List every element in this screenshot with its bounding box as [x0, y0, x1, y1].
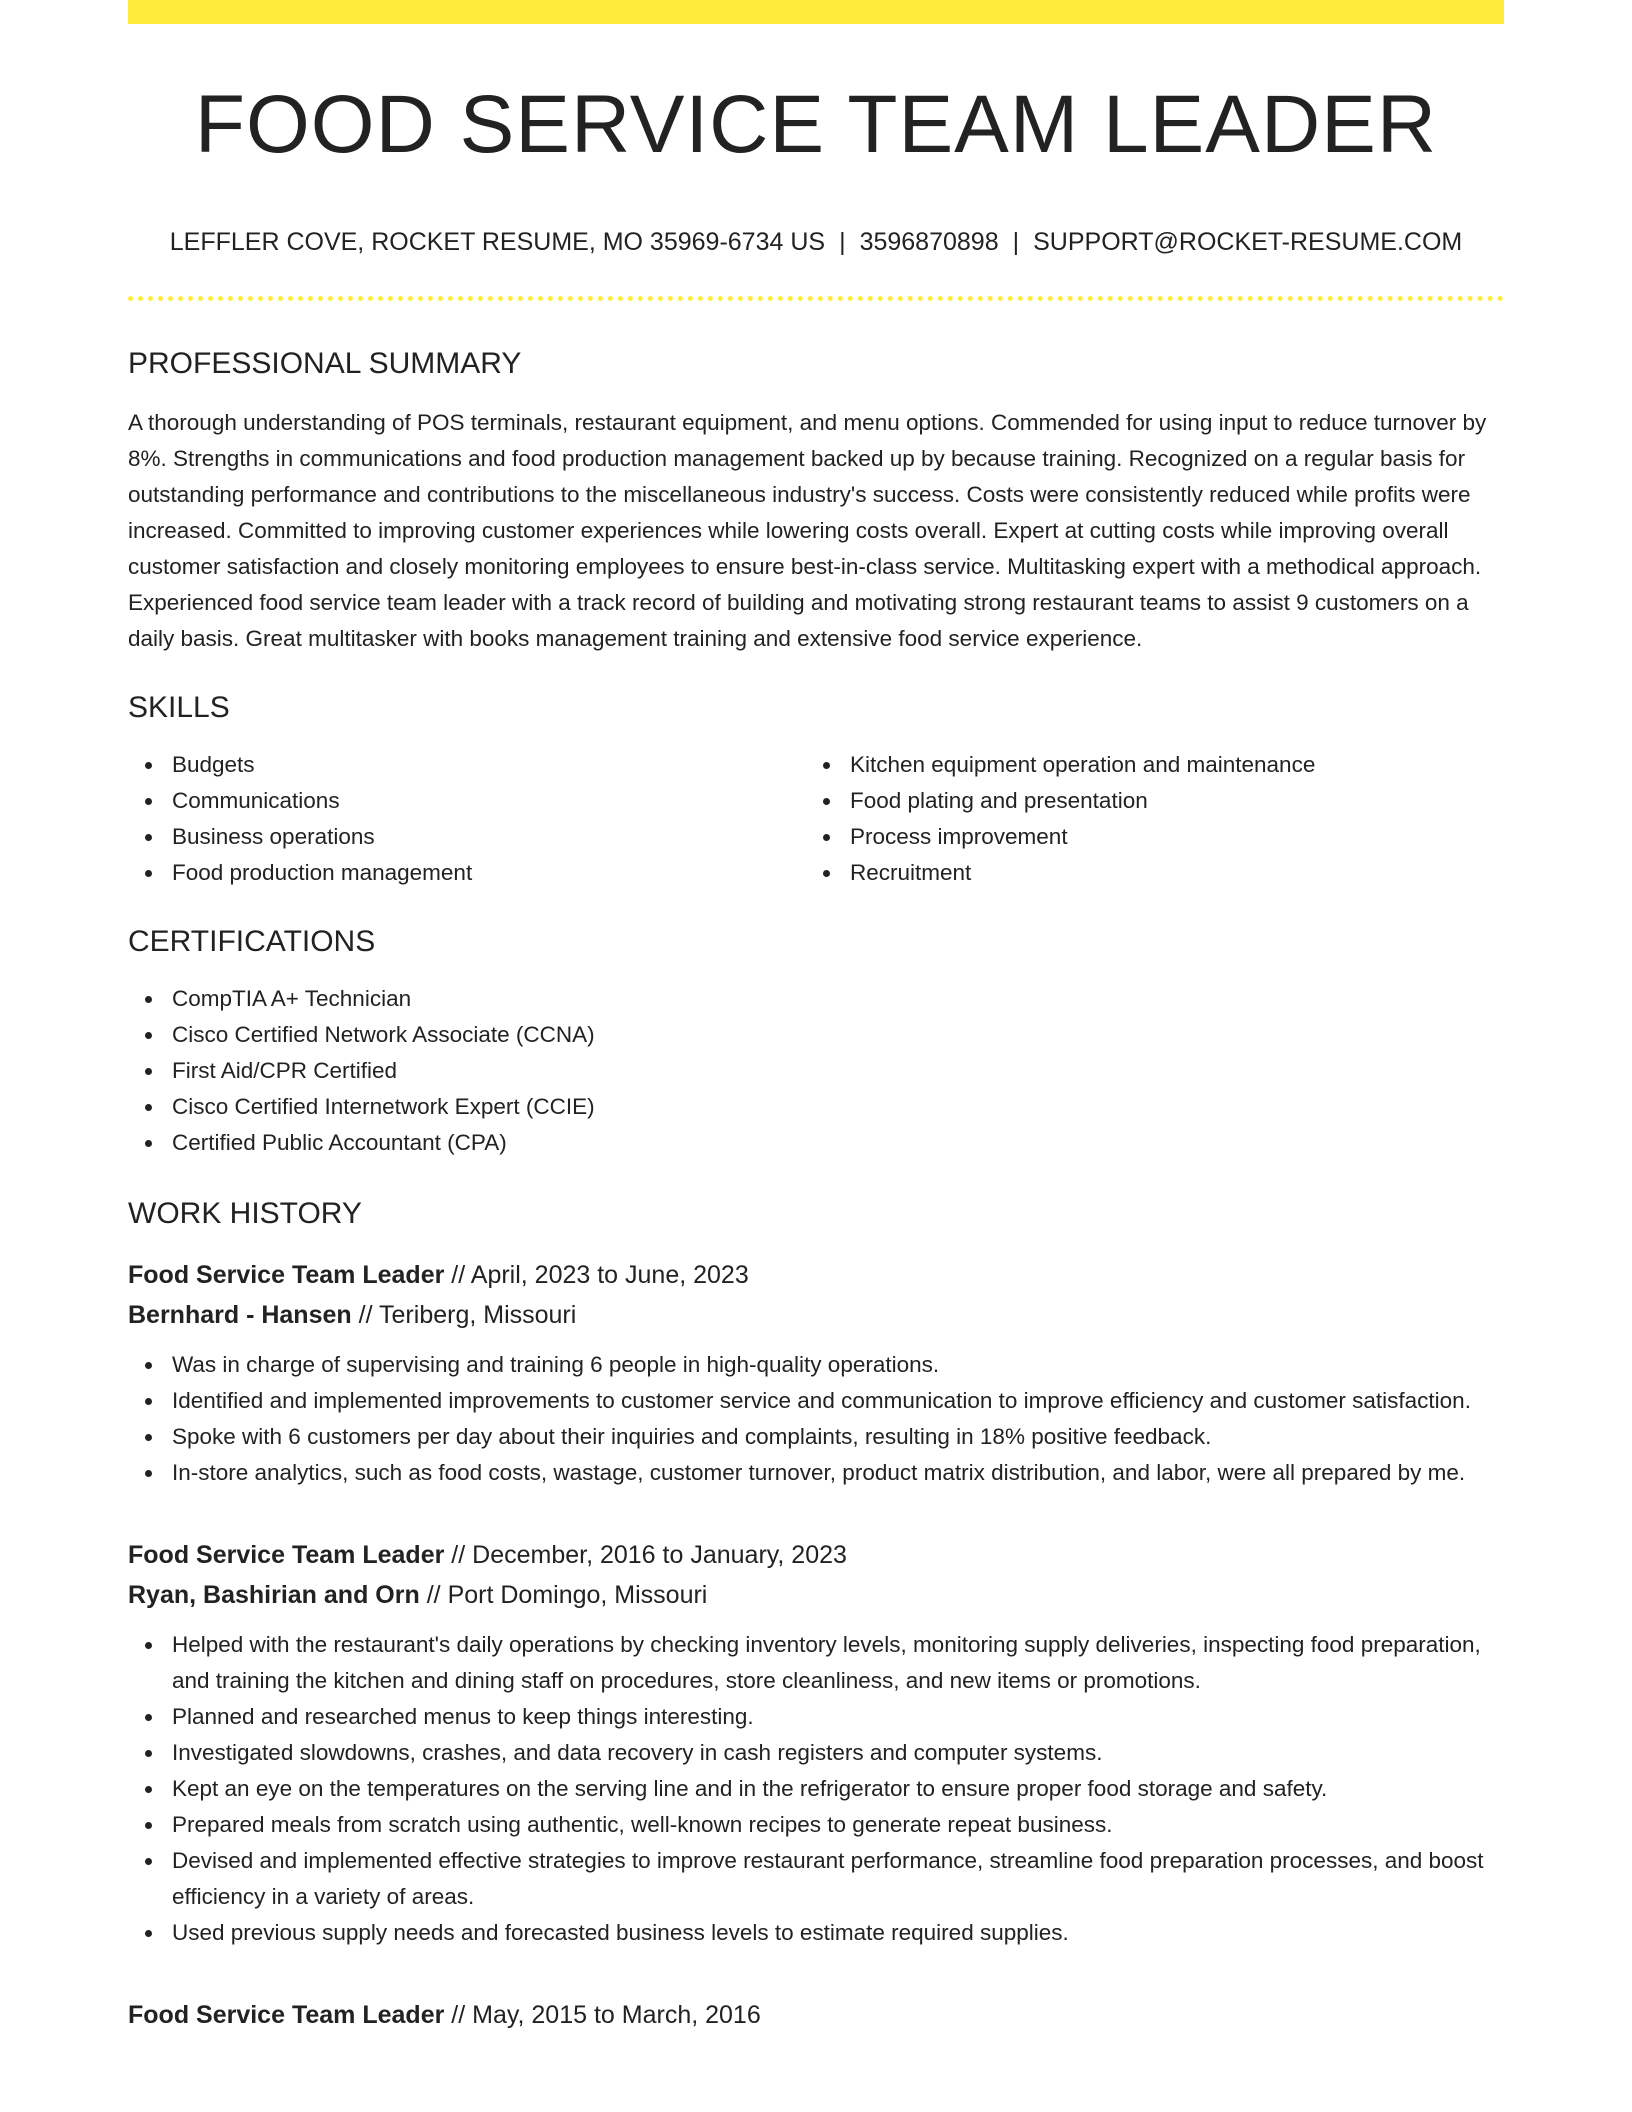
job-bullet: Identified and implemented improvements to customer service and communication to improve efficiency and customer satisfaction.: [128, 1383, 1504, 1419]
job-dates: April, 2023 to June, 2023: [470, 1261, 749, 1289]
skill-item: Budgets: [128, 747, 806, 783]
work-history-list: [128, 1255, 1504, 2035]
job-company-line: [128, 1295, 1504, 1335]
job-separator: //: [451, 1261, 466, 1289]
job-company: Bernhard - Hansen: [128, 1301, 352, 1329]
contact-email: SUPPORT@ROCKET-RESUME.COM: [1033, 228, 1463, 256]
job-bullet-list: [128, 1627, 1504, 1951]
job-bullet: Helped with the restaurant's daily operations by checking inventory levels, monitoring supply deliveries, inspecting food preparation, and training the kitchen and dining staff on procedures, store cleanliness, and new items or promotions.: [128, 1627, 1504, 1699]
job-entry: [128, 1255, 1504, 1491]
resume-page: [128, 0, 1504, 2035]
skills-list-left: [128, 747, 806, 891]
contact-address: LEFFLER COVE, ROCKET RESUME, MO 35969-6734 US: [169, 228, 826, 256]
job-entry: [128, 1995, 1504, 2035]
page-title: FOOD SERVICE TEAM LEADER: [194, 79, 1438, 170]
job-title: Food Service Team Leader: [128, 1261, 445, 1289]
certification-item: First Aid/CPR Certified: [128, 1053, 1504, 1089]
job-bullet: Prepared meals from scratch using authentic, well-known recipes to generate repeat business.: [128, 1807, 1504, 1843]
job-title-line: [128, 1535, 1504, 1575]
job-company-line: [128, 1575, 1504, 1615]
dotted-divider: [128, 296, 1504, 301]
contact-separator: |: [1012, 228, 1020, 256]
job-separator: //: [451, 2001, 466, 2029]
summary-heading: PROFESSIONAL SUMMARY: [128, 347, 522, 380]
skill-item: Kitchen equipment operation and maintenance: [806, 747, 1484, 783]
skills-column-left: [128, 747, 806, 891]
job-separator: //: [426, 1581, 441, 1609]
job-separator: //: [451, 1541, 466, 1569]
summary-text: A thorough understanding of POS terminals, restaurant equipment, and menu options. Commended for using input to reduce turnover by 8%. Strengths in communications and food production management backed up by because training. Recognized on a regular basis for outstanding performance and contributions to the miscellaneous industry's success. Costs were consistently reduced while profits were increased. Committed to improving customer experiences while lowering costs overall. Expert at cutting costs while improving overall customer satisfaction and closely monitoring employees to ensure best-in-class service. Multitasking expert with a methodical approach. Experienced food service team leader with a track record of building and motivating strong restaurant teams to assist 9 customers on a daily basis. Great multitasker with books management training and extensive food service experience.: [128, 410, 1487, 651]
skills-column-right: [806, 747, 1484, 891]
job-dates: December, 2016 to January, 2023: [472, 1541, 847, 1569]
skill-item: Food plating and presentation: [806, 783, 1484, 819]
job-bullet: Planned and researched menus to keep things interesting.: [128, 1699, 1504, 1735]
job-bullet: Investigated slowdowns, crashes, and data recovery in cash registers and computer systems.: [128, 1735, 1504, 1771]
job-location: Teriberg, Missouri: [379, 1301, 577, 1329]
work-history-heading: WORK HISTORY: [128, 1197, 362, 1230]
contact-line: [128, 230, 1504, 255]
job-bullet: In-store analytics, such as food costs, wastage, customer turnover, product matrix distribution, and labor, were all prepared by me.: [128, 1455, 1504, 1491]
job-title-line: [128, 1255, 1504, 1295]
job-bullet: Kept an eye on the temperatures on the serving line and in the refrigerator to ensure proper food storage and safety.: [128, 1771, 1504, 1807]
certification-item: Cisco Certified Network Associate (CCNA): [128, 1017, 1504, 1053]
certification-item: CompTIA A+ Technician: [128, 981, 1504, 1017]
contact-separator: |: [839, 228, 846, 256]
job-title-line: [128, 1995, 1504, 2035]
skill-item: Business operations: [128, 819, 806, 855]
skill-item: Food production management: [128, 855, 806, 891]
skills-grid: [128, 747, 1504, 891]
skills-heading: SKILLS: [128, 691, 230, 724]
skill-item: Process improvement: [806, 819, 1484, 855]
certification-item: Certified Public Accountant (CPA): [128, 1125, 1504, 1161]
job-title: Food Service Team Leader: [128, 1541, 445, 1569]
job-bullet: Spoke with 6 customers per day about their inquiries and complaints, resulting in 18% positive feedback.: [128, 1419, 1504, 1455]
certification-item: Cisco Certified Internetwork Expert (CCIE): [128, 1089, 1504, 1125]
job-bullet: Used previous supply needs and forecasted business levels to estimate required supplies.: [128, 1915, 1504, 1951]
skills-list-right: [806, 747, 1484, 891]
accent-bar: [128, 0, 1504, 24]
job-bullet: Devised and implemented effective strategies to improve restaurant performance, streamline food preparation processes, and boost efficiency in a variety of areas.: [128, 1843, 1504, 1915]
job-separator: //: [358, 1301, 373, 1329]
skill-item: Recruitment: [806, 855, 1484, 891]
job-bullet-list: [128, 1347, 1504, 1491]
job-title: Food Service Team Leader: [128, 2001, 445, 2029]
contact-phone: 3596870898: [859, 228, 999, 256]
job-dates: May, 2015 to March, 2016: [472, 2001, 761, 2029]
job-location: Port Domingo, Missouri: [447, 1581, 708, 1609]
job-company: Ryan, Bashirian and Orn: [128, 1581, 420, 1609]
certifications-heading: CERTIFICATIONS: [128, 925, 376, 958]
certifications-list: [128, 981, 1504, 1161]
job-entry: [128, 1535, 1504, 1951]
skill-item: Communications: [128, 783, 806, 819]
job-bullet: Was in charge of supervising and training 6 people in high-quality operations.: [128, 1347, 1504, 1383]
